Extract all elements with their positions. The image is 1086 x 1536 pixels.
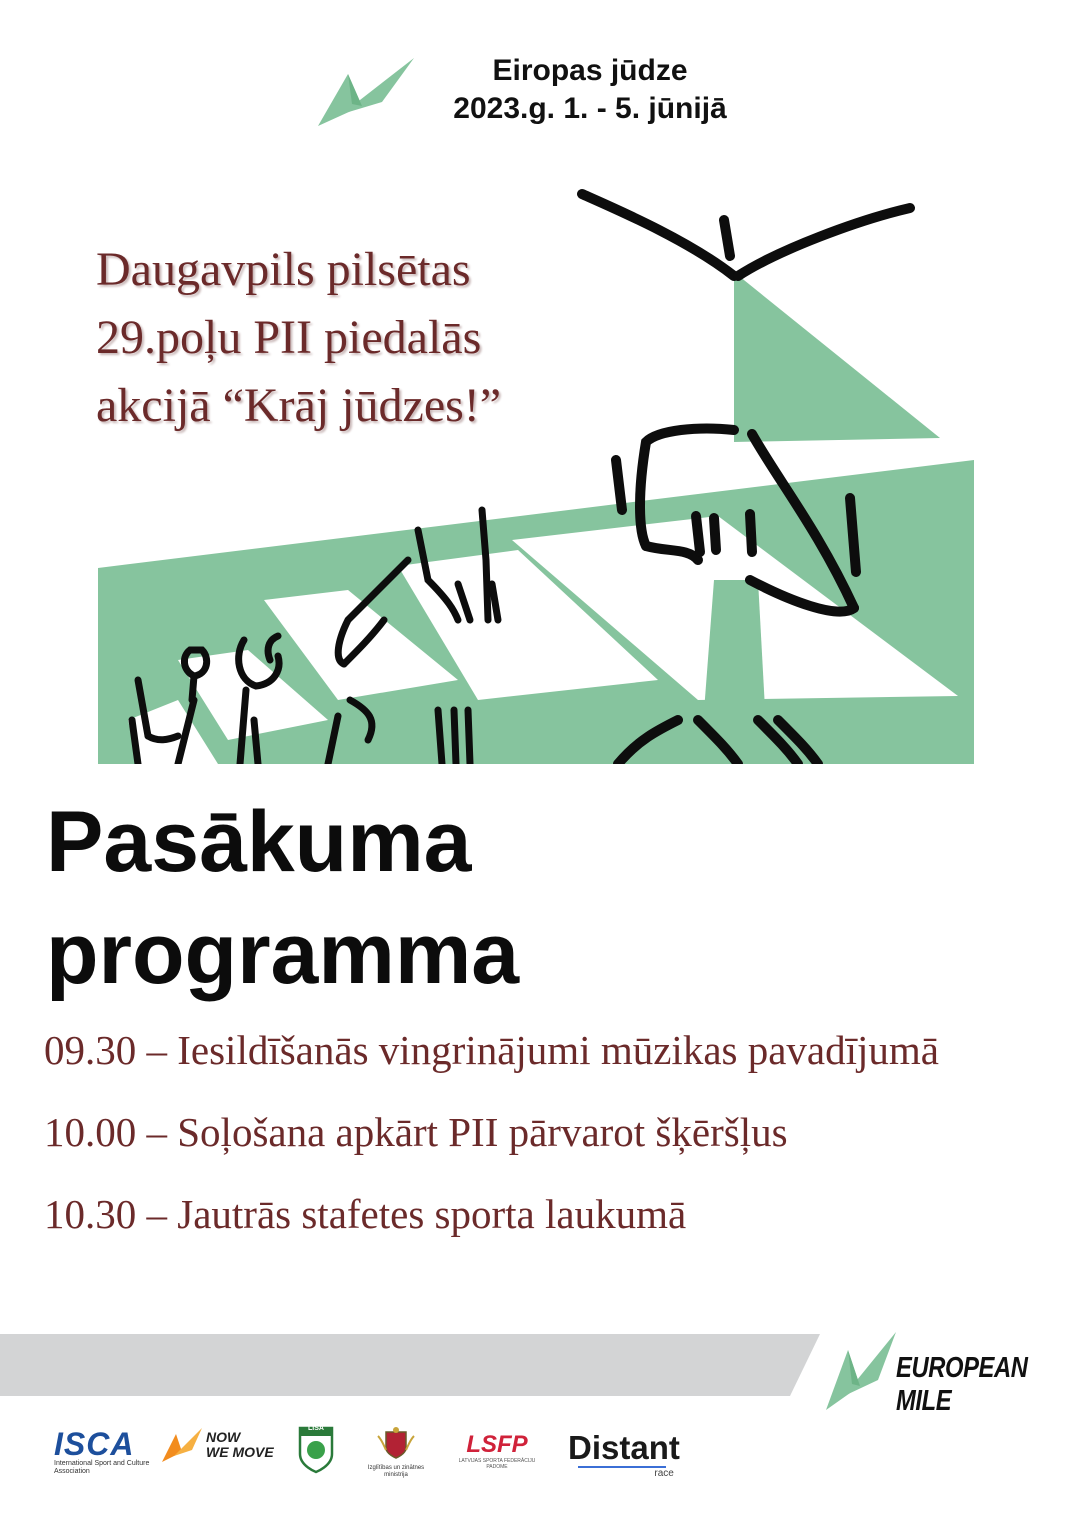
nwm-line-1: NOW xyxy=(206,1429,241,1445)
lisa-wordmark: LISA xyxy=(308,1425,324,1432)
lsfp-caption: LATVIJAS SPORTA FEDERĀCIJU PADOME xyxy=(458,1458,536,1470)
isca-subtitle: International Sport and Culture Association xyxy=(54,1460,150,1475)
nwm-line-2: WE MOVE xyxy=(206,1444,274,1460)
schedule-item: 10.00 – Soļošana apkārt PII pārvarot šķēršļus xyxy=(44,1109,788,1155)
ministry-logo xyxy=(364,1426,428,1479)
subtitle-line-1: Daugavpils pilsētas xyxy=(96,243,471,296)
now-we-move-logo xyxy=(162,1428,274,1462)
now-we-move-arrow-icon xyxy=(162,1428,202,1462)
lisa-logo xyxy=(298,1424,334,1479)
event-dates: 2023.g. 1. - 5. jūnijā xyxy=(453,92,727,125)
event-title: Eiropas jūdze xyxy=(492,54,688,87)
distant-race-logo xyxy=(568,1430,680,1479)
schedule-item: 10.30 – Jautrās stafetes sporta laukumā xyxy=(44,1191,687,1237)
program-title-line-2: programma xyxy=(46,906,520,1002)
lsfp-wordmark: LSFP xyxy=(466,1431,528,1458)
subtitle-line-3: akcijā “Krāj jūdzes!” xyxy=(96,379,502,432)
isca-logo xyxy=(54,1428,154,1476)
footer-grey-band xyxy=(0,1334,820,1396)
program-title-line-1: Pasākuma xyxy=(46,794,472,890)
ministry-caption: Izglītības un zinātnes ministrija xyxy=(367,1465,425,1478)
european-mile-wordmark: EUROPEAN MILE xyxy=(896,1352,1028,1417)
isca-wordmark: ISCA xyxy=(54,1426,135,1462)
event-header xyxy=(400,52,780,128)
distant-caption: race xyxy=(654,1468,674,1479)
schedule-item: 09.30 – Iesildīšanās vingrinājumi mūzikas pavadījumā xyxy=(44,1027,939,1073)
european-mile-logo-icon xyxy=(826,1332,900,1412)
distant-wordmark: Distant xyxy=(568,1429,680,1466)
subtitle-line-2: 29.poļu PII piedalās xyxy=(96,311,482,364)
participation-subtitle xyxy=(96,236,616,440)
lsfp-logo xyxy=(452,1432,542,1470)
program-title xyxy=(46,786,746,1010)
coat-of-arms-icon xyxy=(376,1426,416,1460)
